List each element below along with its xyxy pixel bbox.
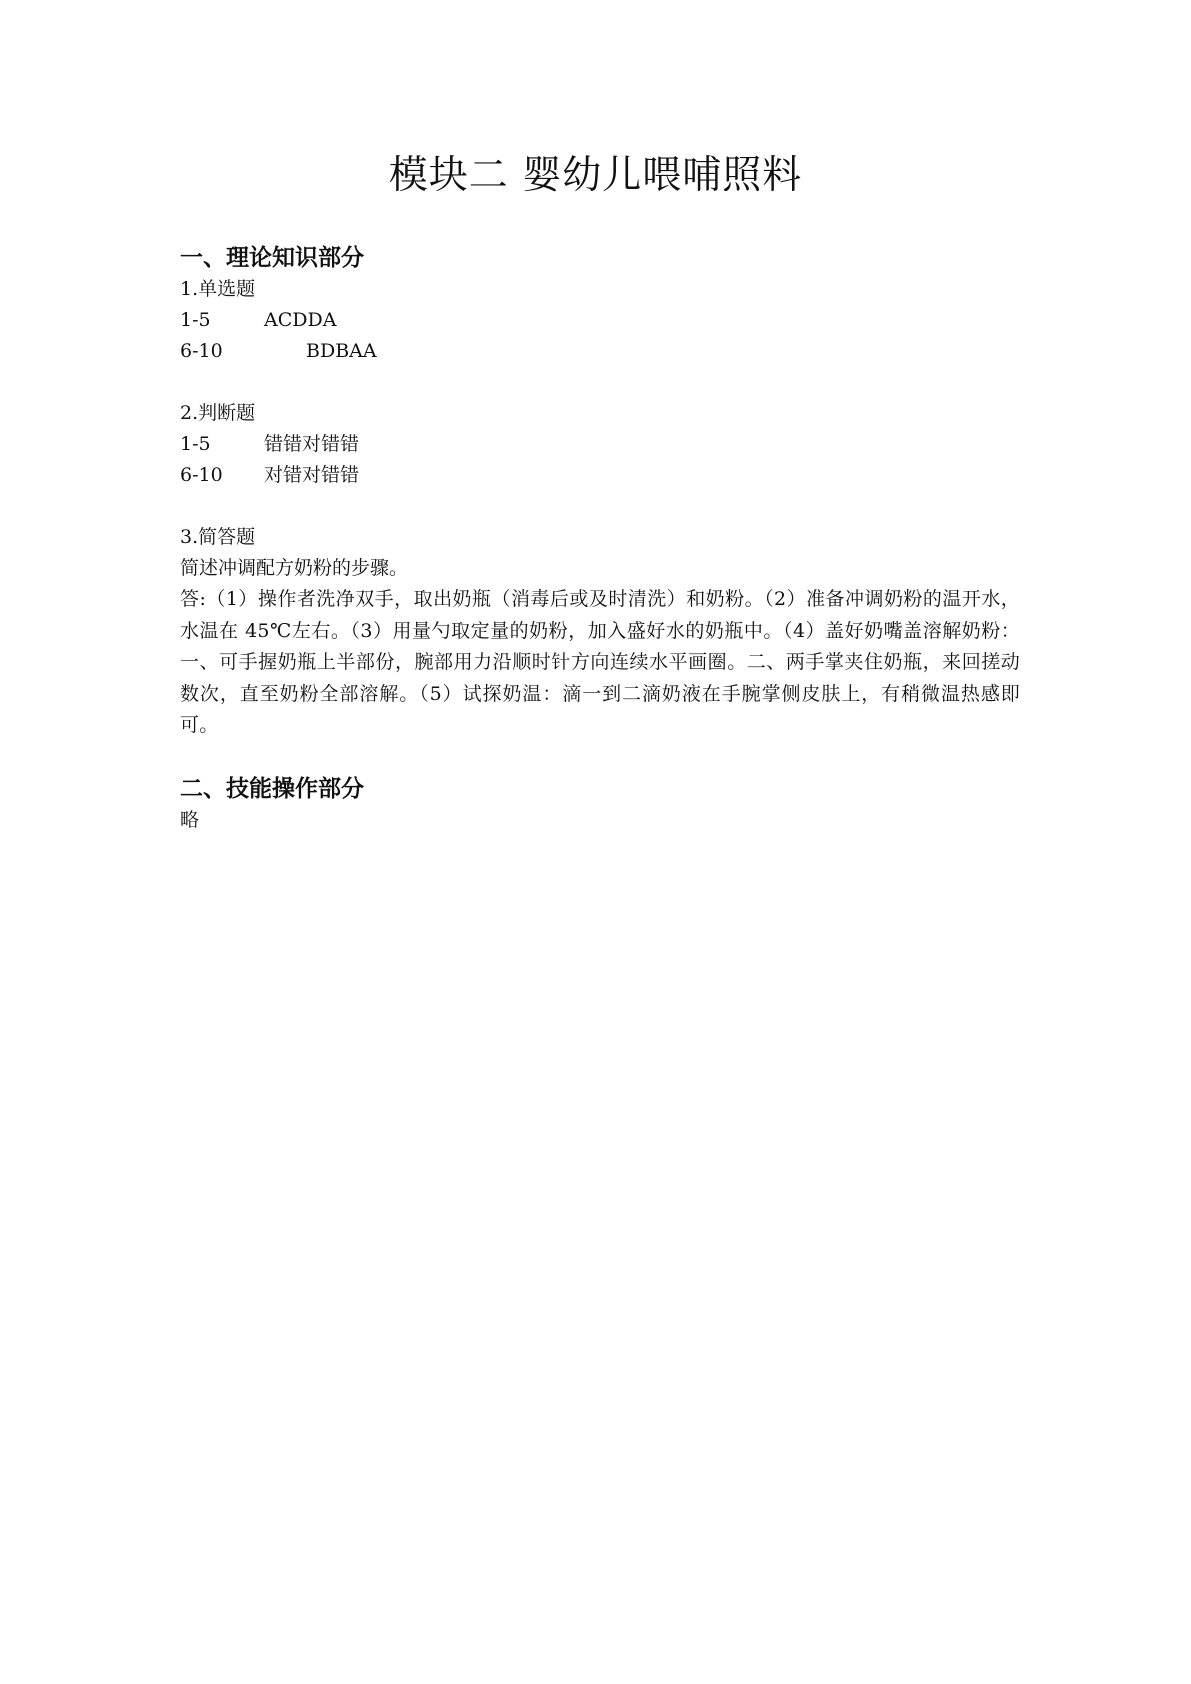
section-body-text: 略 <box>180 808 200 831</box>
section-heading-theory: 一、理论知识部分 <box>180 245 364 271</box>
answer-row <box>180 305 1020 336</box>
answer-row <box>180 336 1020 367</box>
question-label: 3.简答题 <box>180 526 256 548</box>
spacer <box>180 742 1020 773</box>
document-body <box>180 242 1020 836</box>
answer-range: 1-5 <box>180 433 211 455</box>
question-block-true-false <box>180 398 1020 491</box>
answer-value: 错错对错错 <box>264 433 360 455</box>
answer-range: 6-10 <box>180 340 223 362</box>
answer-row <box>180 429 1020 460</box>
question-block-single-choice <box>180 274 1020 367</box>
answer-value: BDBAA <box>306 340 377 362</box>
spacer <box>180 367 1020 398</box>
question-block-short-answer <box>180 522 1020 742</box>
section-heading-skills: 二、技能操作部分 <box>180 775 364 802</box>
answer-paragraph: 答:（1）操作者洗净双手，取出奶瓶（消毒后或及时清洗）和奶粉。（2）准备冲调奶粉的温开水，水温在 45℃左右。（3）用量勺取定量的奶粉，加入盛好水的奶瓶中。（4）盖好奶嘴盖溶解奶粉：一、可手握奶瓶上半部份，腕部用力沿顺时针方向连续水平画圈。二、两手掌夹住奶瓶，来回搓动数次，直至奶粉全部溶解。（5）试探奶温：滴一到二滴奶液在手腕掌侧皮肤上，有稍微温热感即可。 <box>180 588 1020 736</box>
answer-value: 对错对错错 <box>264 464 360 486</box>
answer-range: 1-5 <box>180 309 211 331</box>
question-label: 1.单选题 <box>180 278 256 300</box>
spacer <box>180 491 1020 522</box>
answer-value: ACDDA <box>264 309 337 331</box>
answer-range: 6-10 <box>180 464 223 486</box>
answer-row <box>180 460 1020 491</box>
document-title: 模块二 婴幼儿喂哺照料 <box>388 153 803 198</box>
question-label: 2.判断题 <box>180 402 256 424</box>
question-text: 简述冲调配方奶粉的步骤。 <box>180 557 409 579</box>
